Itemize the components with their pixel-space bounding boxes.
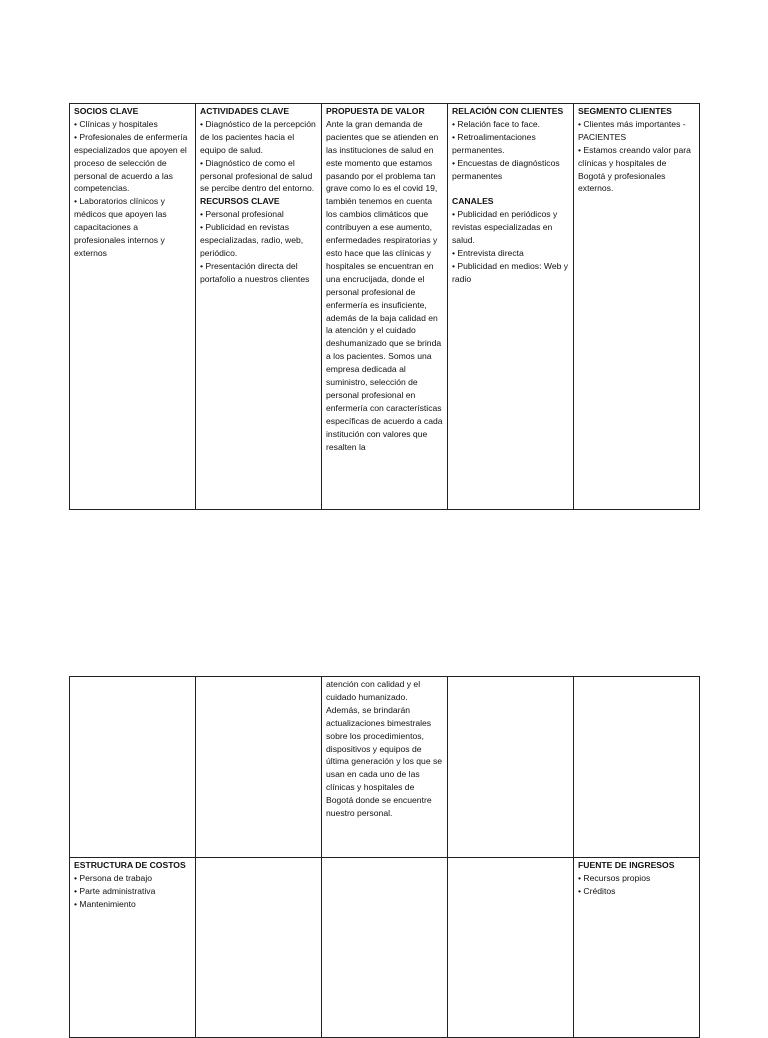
list-item: • Publicidad en medios: Web y radio [452,260,569,286]
propuesta-valor-continuation-text: atención con calidad y el cuidado humanizado. Además, se brindarán actualizaciones bimestrales sobre los procedimientos, dispositivos y equipos de última generación y los que se usan en cada uno de las clínicas y hospitales de Bogotá donde se encuentre nuestro personal. [326,679,443,819]
empty-cell [196,858,322,1038]
canvas-row [70,858,700,1038]
propuesta-valor-continuation-cell [322,677,448,858]
list-item: • Clínicas y hospitales [74,118,191,131]
relacion-clientes-cell [448,104,574,510]
list-item: • Persona de trabajo [74,872,191,885]
empty-cell [574,677,700,858]
business-model-canvas-continuation-table [69,676,700,1038]
list-item: • Créditos [578,885,695,898]
list-item: • Laboratorios clínicos y médicos que apoyen las capacitaciones a profesionales internos y externos [74,195,191,260]
list-item: • Publicidad en periódicos y revistas especializadas en salud. [452,208,569,247]
list-item: • Diagnóstico de como el personal profesional de salud se percibe dentro del entorno. [200,157,317,196]
canvas-row [70,677,700,858]
list-item: • Estamos creando valor para clínicas y hospitales de Bogotá y profesionales externos. [578,144,695,196]
list-item: • Personal profesional [200,208,317,221]
list-item: • Publicidad en revistas especializadas, radio, web, periódico. [200,221,317,260]
list-item: • Diagnóstico de la percepción de los pacientes hacia el equipo de salud. [200,118,317,157]
empty-cell [322,858,448,1038]
estructura-costos-list [74,872,191,911]
canvas-row [70,104,700,510]
canales-list [452,208,569,285]
list-item: • Mantenimiento [74,898,191,911]
propuesta-valor-text: Ante la gran demanda de pacientes que se atienden en las instituciones de salud en este momento que estamos pasando por el problema tan grave como lo es el covid 19, también tenemos en cuenta los cambios climáticos que contribuyen a ese aumento, enfermedades respiratorias y esto hace que las clínicas y hospitales se encuentran en una encrucijada, donde el personal profesional de enfermería es insuficiente, además de la baja calidad en la atención y el cuidado deshumanizado que se brinda a los pacientes. Somos una empresa dedicada al suministro, selección de personal profesional en enfermería con características específicas de acuerdo a cada institución con valores que resalten la [326,118,443,452]
segmento-clientes-cell [574,104,700,510]
empty-cell [448,677,574,858]
empty-cell [448,858,574,1038]
recursos-clave-list [200,208,317,285]
list-item: • Profesionales de enfermería especializados que apoyen el proceso de selección de personal de acuerdo a las competencias. [74,131,191,196]
segmento-clientes-title: SEGMENTO CLIENTES [578,106,672,116]
empty-cell [196,677,322,858]
segmento-clientes-list [578,118,695,195]
estructura-costos-cell [70,858,196,1038]
socios-clave-title: SOCIOS CLAVE [74,106,139,116]
recursos-clave-title: RECURSOS CLAVE [200,196,280,207]
socios-clave-list [74,118,191,260]
actividades-clave-list [200,118,317,195]
relacion-clientes-list [452,118,569,183]
list-item: • Recursos propios [578,872,695,885]
list-item: • Encuestas de diagnósticos permanentes [452,157,569,183]
canales-title: CANALES [452,196,494,207]
business-model-canvas-table [69,103,700,510]
fuente-ingresos-list [578,872,695,898]
estructura-costos-title: ESTRUCTURA DE COSTOS [74,860,186,870]
list-item: • Entrevista directa [452,247,569,260]
list-item: • Presentación directa del portafolio a nuestros clientes [200,260,317,286]
socios-clave-cell [70,104,196,510]
list-item: • Relación face to face. [452,118,569,131]
list-item: • Parte administrativa [74,885,191,898]
list-item: • Clientes más importantes - PACIENTES [578,118,695,144]
fuente-ingresos-title: FUENTE DE INGRESOS [578,860,675,870]
propuesta-valor-title: PROPUESTA DE VALOR [326,106,425,116]
actividades-clave-cell [196,104,322,510]
empty-cell [70,677,196,858]
relacion-clientes-title: RELACIÓN CON CLIENTES [452,106,564,116]
fuente-ingresos-cell [574,858,700,1038]
list-item: • Retroalimentaciones permanentes. [452,131,569,157]
propuesta-valor-cell [322,104,448,510]
actividades-clave-title: ACTIVIDADES CLAVE [200,106,290,116]
